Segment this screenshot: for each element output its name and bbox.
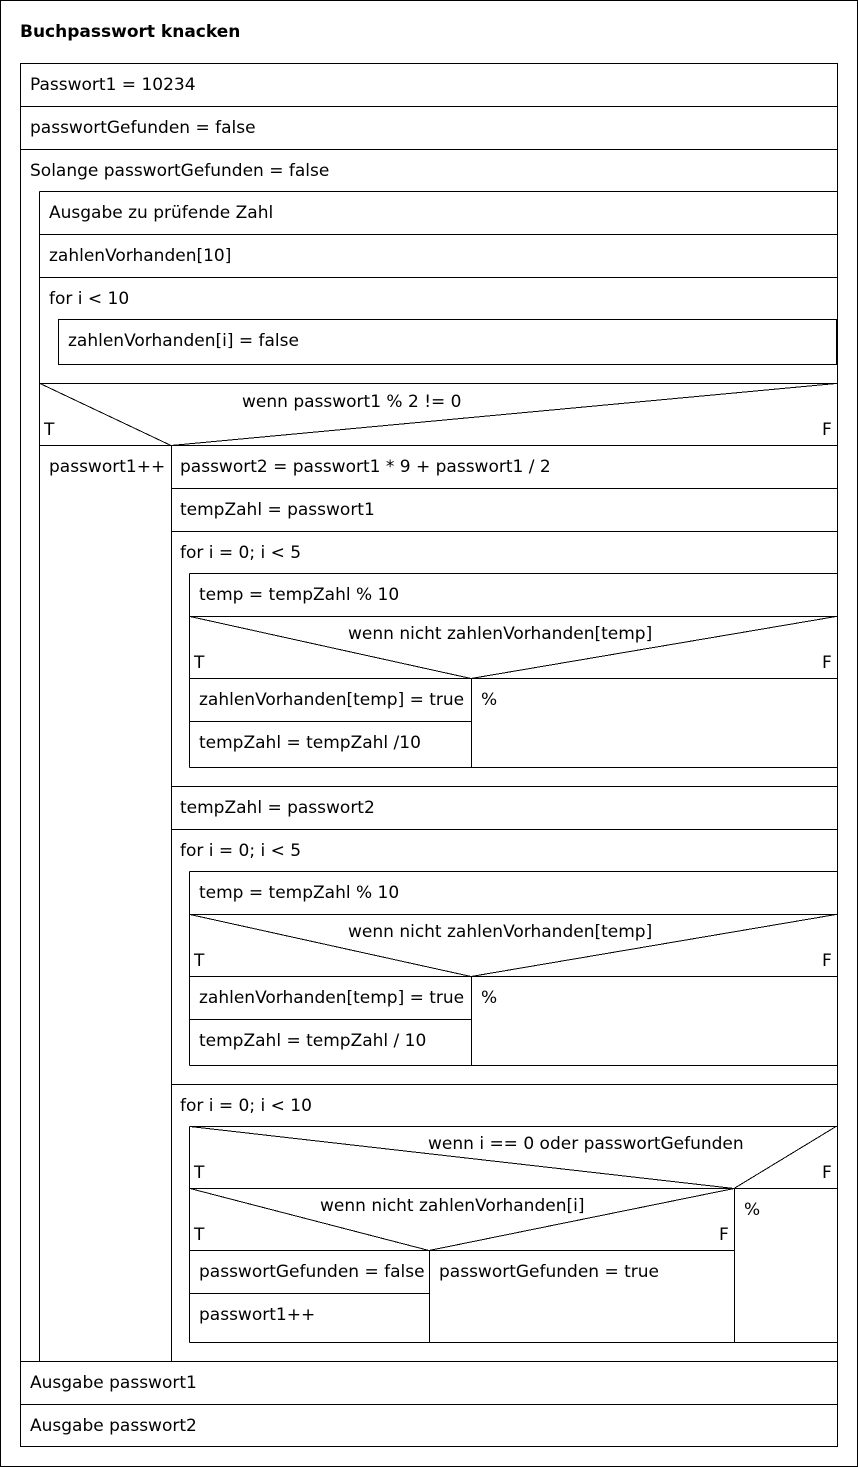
false-label: F [719,1225,729,1245]
decision-condition: wenn nicht zahlenVorhanden[temp] [348,624,653,644]
false-label: F [822,653,832,673]
statement: zahlenVorhanden[i] = false [68,331,299,351]
statement: passwort1++ [199,1305,316,1325]
decision-condition: wenn passwort1 % 2 != 0 [242,392,462,412]
statement: temp = tempZahl % 10 [199,883,400,903]
for-condition: for i = 0; i < 5 [180,543,302,563]
false-label: F [822,420,832,440]
true-label: T [194,1163,205,1183]
false-label: F [822,1163,832,1183]
for-condition: for i = 0; i < 5 [180,841,302,861]
statement: Ausgabe passwort1 [30,1373,197,1393]
statement: tempZahl = passwort2 [180,798,375,818]
false-label: F [822,951,832,971]
statement: passwortGefunden = false [199,1262,425,1282]
statement: Ausgabe passwort2 [30,1416,197,1436]
empty-branch: % [744,1200,761,1220]
structogram-outer-box [21,64,838,1447]
statement: tempZahl = tempZahl /10 [199,733,421,753]
decision-diagonal [40,384,171,446]
statement: passwortGefunden = true [439,1262,660,1282]
while-condition: Solange passwortGefunden = false [30,161,330,181]
true-label: T [194,951,205,971]
statement: passwort2 = passwort1 * 9 + passwort1 / 2 [180,457,551,477]
empty-branch: % [481,690,498,710]
diagram-title: Buchpasswort knacken [20,22,241,42]
statement: passwort1++ [49,457,166,477]
statement: tempZahl = passwort1 [180,500,375,520]
statement: passwortGefunden = false [30,118,256,138]
statement: zahlenVorhanden[10] [49,246,232,266]
true-label: T [194,1225,205,1245]
statement: Passwort1 = 10234 [30,75,196,95]
for-condition: for i = 0; i < 10 [180,1096,312,1116]
statement: tempZahl = tempZahl / 10 [199,1031,427,1051]
statement: zahlenVorhanden[temp] = true [199,988,465,1008]
decision-condition: wenn i == 0 oder passwortGefunden [428,1134,744,1154]
empty-branch: % [481,988,498,1008]
decision-diagonal [734,1127,836,1189]
statement: Ausgabe zu prüfende Zahl [49,203,274,223]
for-condition: for i < 10 [49,289,130,309]
statement: temp = tempZahl % 10 [199,585,400,605]
true-label: T [44,420,55,440]
decision-condition: wenn nicht zahlenVorhanden[temp] [348,922,653,942]
decision-condition: wenn nicht zahlenVorhanden[i] [320,1196,585,1216]
true-label: T [194,653,205,673]
statement: zahlenVorhanden[temp] = true [199,690,465,710]
